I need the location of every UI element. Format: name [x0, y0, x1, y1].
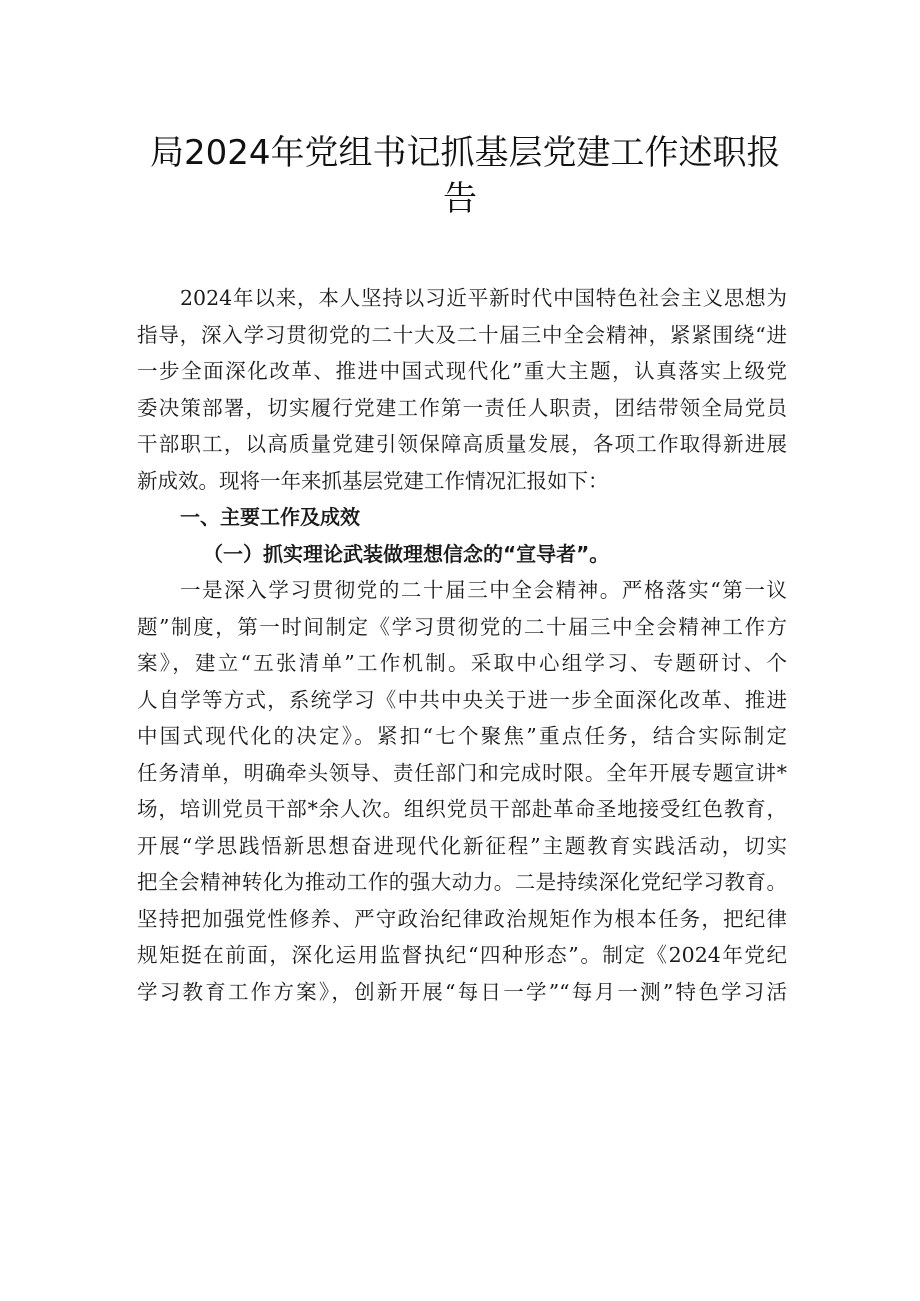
title-line-2: 告	[443, 179, 477, 219]
intro-line: 2024年以来，本人坚持以习近平新时代中国特色社会主义思想为	[180, 286, 787, 310]
intro-line: 干部职工，以高质量党建引领保障高质量发展，各项工作取得新进展	[137, 432, 787, 456]
body-line: 坚持把加强党性修养、严守政治纪律政治规矩作为根本任务，把纪律	[137, 906, 787, 931]
body-line: 学习教育工作方案》，创新开展“每日一学”“每月一测”特色学习活	[137, 979, 787, 1004]
body-line: 任务清单，明确牵头领导、责任部门和完成时限。全年开展专题宣讲*	[137, 760, 787, 785]
document-title	[150, 130, 781, 222]
document-body	[137, 280, 787, 1010]
body-line: 中国式现代化的决定》。紧扣“七个聚焦”重点任务，结合实际制定	[137, 724, 787, 748]
body-line: 案》，建立“五张清单”工作机制。采取中心组学习、专题研讨、个	[137, 651, 787, 675]
section-heading: 一、主要工作及成效	[180, 505, 360, 529]
body-line: 人自学等方式，系统学习《中共中央关于进一步全面深化改革、推进	[137, 687, 787, 712]
intro-line: 新成效。现将一年来抓基层党建工作情况汇报如下：	[137, 468, 609, 493]
intro-line: 一步全面深化改革、推进中国式现代化”重大主题，认真落实上级党	[137, 359, 787, 383]
subsection-heading: （一）抓实理论武装做理想信念的“宣导者”。	[203, 541, 610, 566]
intro-line: 指导，深入学习贯彻党的二十大及二十届三中全会精神，紧紧围绕“进	[137, 322, 787, 347]
body-line: 把全会精神转化为推动工作的强大动力。二是持续深化党纪学习教育。	[137, 870, 787, 894]
body-line: 题”制度，第一时间制定《学习贯彻党的二十届三中全会精神工作方	[137, 614, 787, 639]
body-line: 场，培训党员干部*余人次。组织党员干部赴革命圣地接受红色教育，	[137, 797, 787, 821]
intro-line: 委决策部署，切实履行党建工作第一责任人职责，团结带领全局党员	[137, 395, 787, 420]
body-line: 开展“学思践悟新思想奋进现代化新征程”主题教育实践活动，切实	[137, 833, 787, 858]
body-line: 一是深入学习贯彻党的二十届三中全会精神。严格落实“第一议	[180, 578, 787, 602]
body-line: 规矩挺在前面，深化运用监督执纪“四种形态”。制定《2024年党纪	[137, 943, 787, 967]
title-line-1: 局2024年党组书记抓基层党建工作述职报	[150, 133, 781, 173]
